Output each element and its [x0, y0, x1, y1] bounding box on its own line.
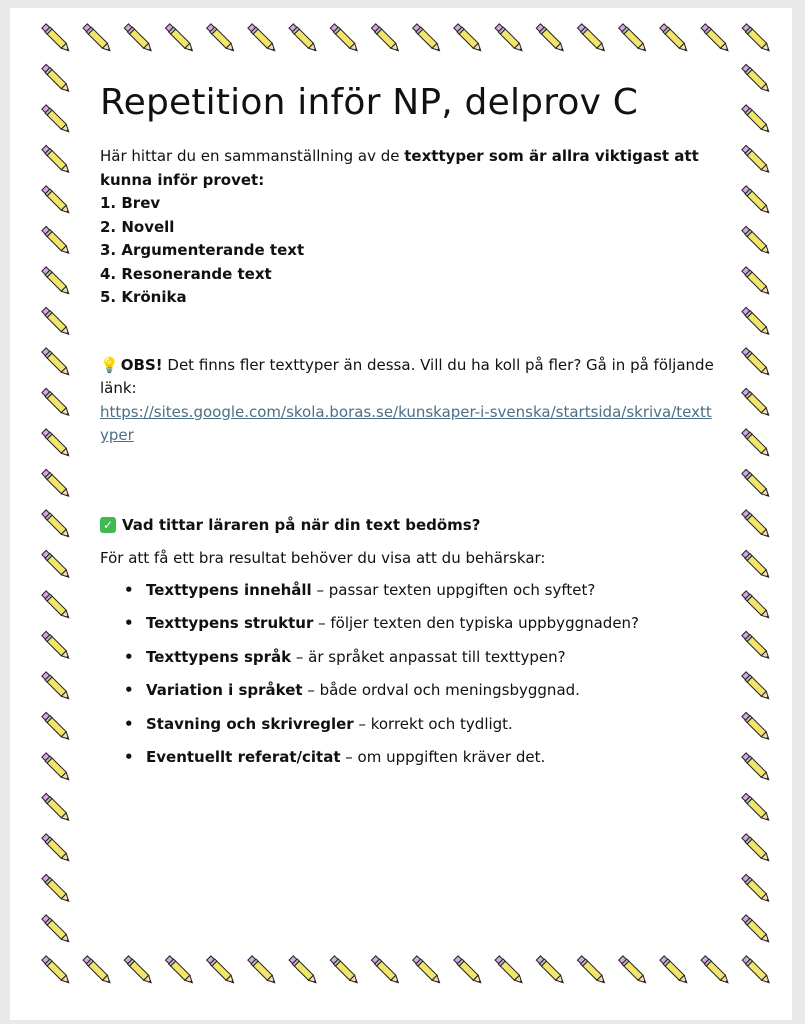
- criteria-item-text: – om uppgiften kräver det.: [340, 748, 546, 766]
- intro-text: Här hittar du en sammanställning av de: [100, 147, 405, 165]
- criteria-item: [146, 679, 720, 703]
- criteria-item: [146, 746, 720, 770]
- criteria-item: [146, 713, 720, 737]
- text-type-item: 1. Brev: [100, 194, 161, 212]
- intro-paragraph: [100, 145, 720, 192]
- criteria-item: [146, 646, 720, 670]
- criteria-item-text: – korrekt och tydligt.: [353, 714, 513, 733]
- lightbulb-icon: 💡: [100, 355, 119, 374]
- criteria-item: [146, 612, 720, 636]
- criteria-item: [146, 579, 720, 603]
- content: [100, 82, 720, 780]
- criteria-item-bold: Texttypens innehåll: [146, 580, 312, 599]
- text-type-item: 3. Argumenterande text: [100, 241, 305, 259]
- intro-bold-text: texttyper som är allra viktigast att kunna inför provet:: [100, 147, 699, 189]
- text-type-item: 4. Resonerande text: [100, 264, 272, 283]
- obs-label: OBS!: [120, 355, 163, 374]
- criteria-item-bold: Stavning och skrivregler: [146, 714, 354, 733]
- text-type-item: 2. Novell: [100, 217, 175, 236]
- criteria-list: [100, 579, 720, 770]
- criteria-heading: [100, 514, 720, 538]
- criteria-item-text: – är språket anpassat till texttypen?: [291, 647, 566, 666]
- obs-paragraph: [100, 354, 720, 448]
- criteria-item-bold: Eventuellt referat/citat: [146, 748, 341, 766]
- check-icon: ✓: [100, 517, 116, 533]
- page-title: Repetition inför NP, delprov C: [100, 82, 639, 123]
- text-type-list: [100, 192, 720, 310]
- criteria-heading-text: Vad tittar läraren på när din text bedöms?: [122, 515, 481, 534]
- texttyper-link[interactable]: https://sites.google.com/skola.boras.se/kunskaper-i-svenska/startsida/skriva/texttyper: [100, 402, 712, 444]
- criteria-item-text: – både ordval och meningsbyggnad.: [302, 681, 580, 699]
- text-type-item: 5. Krönika: [100, 288, 187, 306]
- criteria-intro: För att få ett bra resultat behöver du visa att du behärskar:: [100, 549, 546, 567]
- criteria-item-bold: Texttypens språk: [146, 647, 292, 666]
- criteria-item-text: – passar texten uppgiften och syftet?: [311, 580, 596, 599]
- obs-text: Det finns fler texttyper än dessa. Vill du ha koll på fler? Gå in på följande länk:: [100, 355, 714, 397]
- criteria-item-bold: Variation i språket: [146, 681, 303, 699]
- criteria-item-text: – följer texten den typiska uppbyggnaden?: [313, 614, 640, 632]
- criteria-item-bold: Texttypens struktur: [146, 614, 314, 632]
